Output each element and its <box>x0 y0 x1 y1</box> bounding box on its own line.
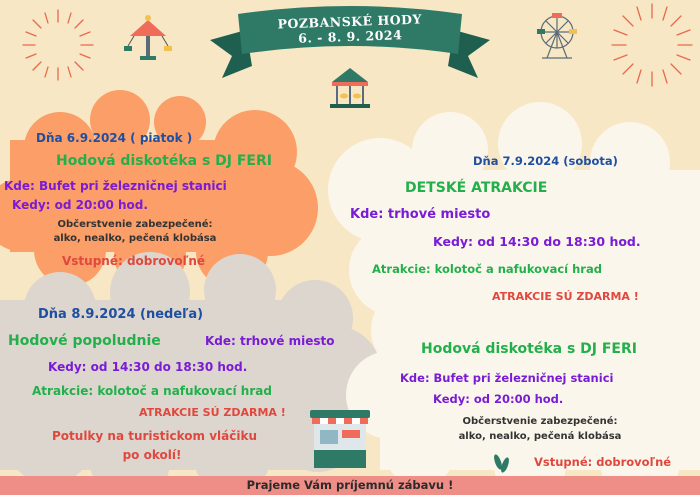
saturday-refresh-items: alko, nealko, pečená klobása <box>458 431 622 442</box>
footer-text: Prajeme Vám príjemnú zábavu ! <box>246 478 454 492</box>
saturday-where2: Kde: Bufet pri železničnej stanici <box>400 371 614 385</box>
saturday-entry: Vstupné: dobrovoľné <box>534 455 672 469</box>
sunday-where: Kde: trhové miesto <box>205 334 335 348</box>
sunday-trip-line1: Potulky na turistickom vláčiku <box>52 429 258 443</box>
sunday-day: Dňa 8.9.2024 (nedeľa) <box>38 307 204 322</box>
friday-refresh-title: Občerstvenie zabezpečené: <box>57 219 213 230</box>
friday-where: Kde: Bufet pri železničnej stanici <box>4 179 227 193</box>
swing-ride-icon <box>124 15 172 60</box>
sunday-attractions: Atrakcie: kolotoč a nafukovací hrad <box>32 384 272 398</box>
food-stall-icon <box>310 410 370 468</box>
banner-dates: 6. - 8. 9. 2024 <box>298 27 403 46</box>
saturday-day: Dňa 7.9.2024 (sobota) <box>473 154 618 168</box>
friday-when: Kedy: od 20:00 hod. <box>12 198 148 212</box>
firework-right-icon <box>612 4 692 86</box>
friday-event: Hodová diskotéka s DJ FERI <box>56 153 272 169</box>
firework-left-icon <box>23 10 93 80</box>
saturday-when2: Kedy: od 20:00 hod. <box>433 392 564 406</box>
saturday-free: ATRAKCIE SÚ ZDARMA ! <box>492 290 639 303</box>
friday-refresh-items: alko, nealko, pečená klobása <box>53 233 217 244</box>
saturday-attractions: Atrakcie: kolotoč a nafukovací hrad <box>372 262 602 276</box>
ferris-wheel-icon <box>537 13 577 58</box>
saturday-refresh-title: Občerstvenie zabezpečené: <box>462 416 618 427</box>
banner-title-text: POZBANSKÉ HODY <box>277 11 423 32</box>
sunday-free: ATRAKCIE SÚ ZDARMA ! <box>139 406 286 419</box>
saturday-event: DETSKÉ ATRAKCIE <box>405 180 548 196</box>
carousel-icon <box>330 68 370 108</box>
sunday-when: Kedy: od 14:30 do 18:30 hod. <box>48 360 248 374</box>
saturday-event2: Hodová diskotéka s DJ FERI <box>421 341 637 357</box>
saturday-where: Kde: trhové miesto <box>350 207 491 222</box>
friday-day: Dňa 6.9.2024 ( piatok ) <box>36 131 193 145</box>
sunday-trip-line2: po okolí! <box>122 448 182 462</box>
footer-bar <box>0 476 700 495</box>
friday-entry: Vstupné: dobrovoľné <box>62 254 206 268</box>
sunday-event: Hodové popoludnie <box>8 333 161 349</box>
saturday-when: Kedy: od 14:30 do 18:30 hod. <box>433 234 641 249</box>
